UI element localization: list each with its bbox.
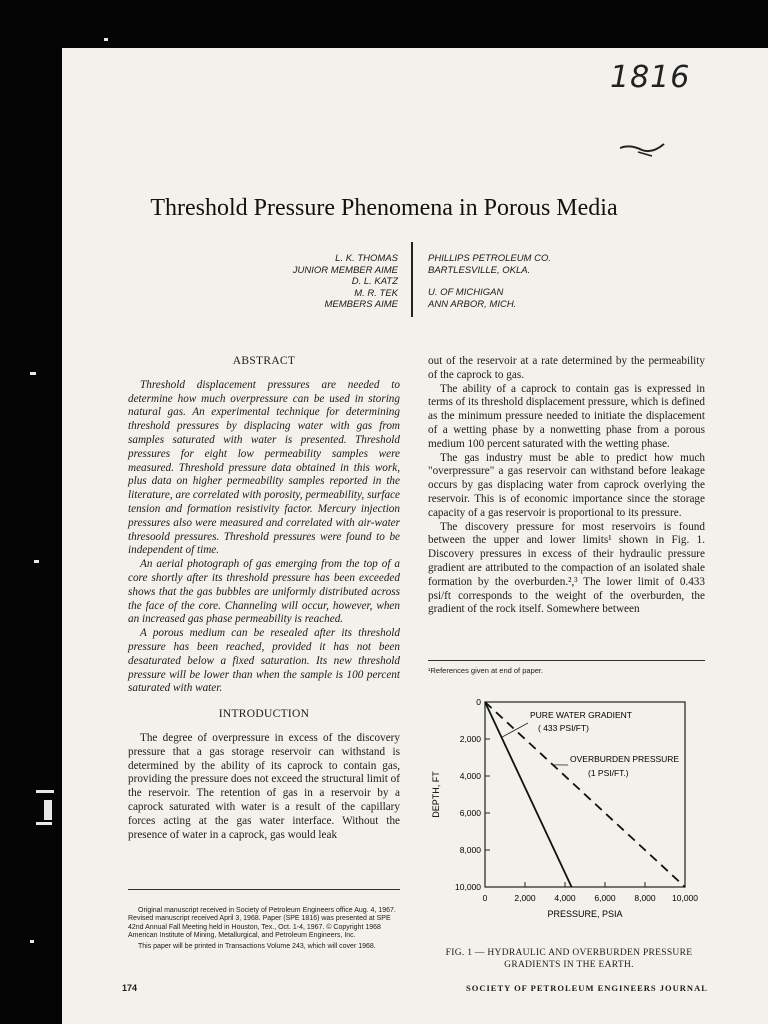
body-paragraph: The discovery pressure for most reservoirs is found between the upper and lower limits¹ shown in Fig. 1. Discovery pressures in excess of their hydraulic pressure gradient are attributed to the compaction of an isolated shale formation by the overburden.²,³ The lower limit of 0.433 psi/ft corresponds to the weight of the overburden, the gradient of the rock itself. Somewhere between: [428, 520, 705, 616]
handwritten-mark: [618, 138, 666, 158]
affiliation-place: ANN ARBOR, MICH.: [428, 298, 517, 310]
abstract-heading: ABSTRACT: [232, 355, 296, 367]
scan-top-border: [0, 0, 768, 48]
left-column: [128, 355, 400, 842]
scan-speck: [34, 560, 39, 563]
affiliation-block: [428, 253, 628, 310]
body-paragraph: The gas industry must be able to predict how much "overpressure" a gas reservoir can withstand before leakage occurs by gas displacing water from caprock overlying the reservoir. This is of economic importance since the storage capacity of a gas reservoir is proportional to its pressure.: [428, 451, 705, 519]
affiliation-org: U. OF MICHIGAN: [428, 287, 504, 298]
y-tick-label: 2,000: [459, 734, 481, 744]
body-paragraph: The ability of a caprock to contain gas is expressed in terms of its threshold displacement pressure, which is defined as the minimum pressure needed to initiate the displacement of a wetting phase by a nonwetting phase from a porous medium 100 percent saturated with the wetting phase.: [428, 382, 705, 450]
scan-left-border: [0, 0, 62, 1024]
y-tick-label: 6,000: [459, 808, 481, 818]
footnote-paragraph: Original manuscript received in Society of Petroleum Engineers office Aug. 4, 1967. Revised manuscript received April 3, 1968. Paper (SPE 1816) was presented at SPE 42nd Annual Fall Meeting held in Houston, Tex., Oct. 1-4, 1967. © Copyright 1968 American Institute of Mining, Metallurgical, and Petroleum Engineers, Inc.: [128, 907, 396, 940]
caption-line: GRADIENTS IN THE EARTH.: [504, 959, 634, 970]
journal-name: SOCIETY OF PETROLEUM ENGINEERS JOURNAL: [466, 983, 708, 993]
author-role: JUNIOR MEMBER AIME: [292, 264, 398, 276]
reference-note: ¹References given at end of paper.: [428, 666, 544, 675]
y-tick-label: 8,000: [459, 845, 481, 855]
author-name: M. R. TEK: [354, 287, 398, 299]
scan-speck: [36, 822, 52, 825]
affiliation-org: PHILLIPS PETROLEUM CO.: [428, 253, 552, 264]
author-divider: [411, 242, 413, 317]
x-tick-label: 6,000: [594, 893, 616, 903]
y-tick-label: 4,000: [459, 771, 481, 781]
introduction-heading: INTRODUCTION: [218, 708, 310, 721]
abstract-paragraph: A porous medium can be resealed after its threshold pressure has been reached, provided it has not been desaturated below a fixed saturation. Its new threshold pressure will be lower than when the sample is 100 percent saturated with water.: [128, 627, 400, 695]
paper-title: Threshold Pressure Phenomena in Porous Media: [150, 195, 618, 221]
figure-1-chart: [420, 690, 710, 950]
author-block: [250, 253, 398, 311]
author-name: D. L. KATZ: [351, 276, 398, 287]
abstract-paragraph: Threshold displacement pressures are needed to determine how much overpressure can be used in storing natural gas. An experimental technique for determining threshold pressures by displacing water with gas from samples saturated with water is presented. Threshold pressures for eight low permeability samples were measured. Threshold pressure data obtained in this work, plus data on higher permeability samples reported in the literature, are correlated with porosity, permeability, surface tension and formation resistivity factor. Mercury injection pressures also were measured and correlated with air-water thresoold pressures. Threshold pressures were found to be independent of time.: [128, 378, 400, 557]
affiliation-place: BARTLESVILLE, OKLA.: [428, 264, 531, 276]
footnote-rule: [128, 889, 400, 890]
x-tick-label: 4,000: [554, 893, 576, 903]
y-axis-label: DEPTH, FT: [431, 771, 441, 818]
y-tick-label: 10,000: [455, 882, 481, 892]
x-axis-label: PRESSURE, PSIA: [547, 909, 623, 919]
scan-speck: [30, 940, 34, 943]
overburden-label-sub: (1 PSI/FT.): [588, 768, 629, 778]
author-name: L. K. THOMAS: [335, 253, 398, 264]
pure-water-leader: [502, 723, 528, 737]
caption-line: FIG. 1 — HYDRAULIC AND OVERBURDEN PRESSURE: [445, 948, 693, 958]
footnote-paragraph: This paper will be printed in Transactions Volume 243, which will cover 1968.: [138, 942, 376, 950]
x-tick-label: 2,000: [514, 893, 536, 903]
x-tick-label: 0: [482, 893, 488, 903]
page-number: 174: [122, 983, 138, 993]
scan-speck: [44, 800, 52, 820]
manuscript-footnote: [128, 907, 400, 953]
abstract-body: [128, 379, 400, 696]
introduction-paragraph: The degree of overpressure in excess of the discovery pressure that a gas storage reservoir can withstand is determined by the ability of its caprock to contain gas, providing the pressure does not exceed the structural limit of the reservoir. The retention of gas in a reservoir by a caprock saturated with water is a result of the capillary forces acting at the gas water interface. Without the presence of water in a caprock, gas would leak: [128, 731, 400, 841]
y-tick-label: 0: [476, 697, 481, 707]
x-tick-label: 10,000: [672, 893, 698, 903]
pure-water-label: PURE WATER GRADIENT: [530, 710, 633, 720]
scan-speck: [36, 790, 54, 793]
overburden-label: OVERBURDEN PRESSURE: [570, 754, 680, 764]
figure-caption: [428, 948, 710, 971]
scan-speck: [104, 38, 108, 41]
handwritten-paper-number: 1816: [610, 60, 691, 95]
pure-water-label-sub: ( 433 PSI/FT): [538, 723, 590, 733]
x-tick-label: 8,000: [634, 893, 656, 903]
reference-rule: [428, 660, 705, 661]
author-role: MEMBERS AIME: [324, 299, 398, 310]
body-paragraph: out of the reservoir at a rate determined by the permeability of the caprock to gas.: [428, 355, 705, 381]
abstract-paragraph: An aerial photograph of gas emerging from the top of a core shortly after its threshold pressure has been exceeded shows that the gas bubbles are uniformly distributed across the face of the core. Channeling will occur, however, when an increased gas phase permeability is reached.: [128, 558, 400, 626]
right-column: [428, 355, 705, 617]
scan-speck: [30, 372, 36, 375]
